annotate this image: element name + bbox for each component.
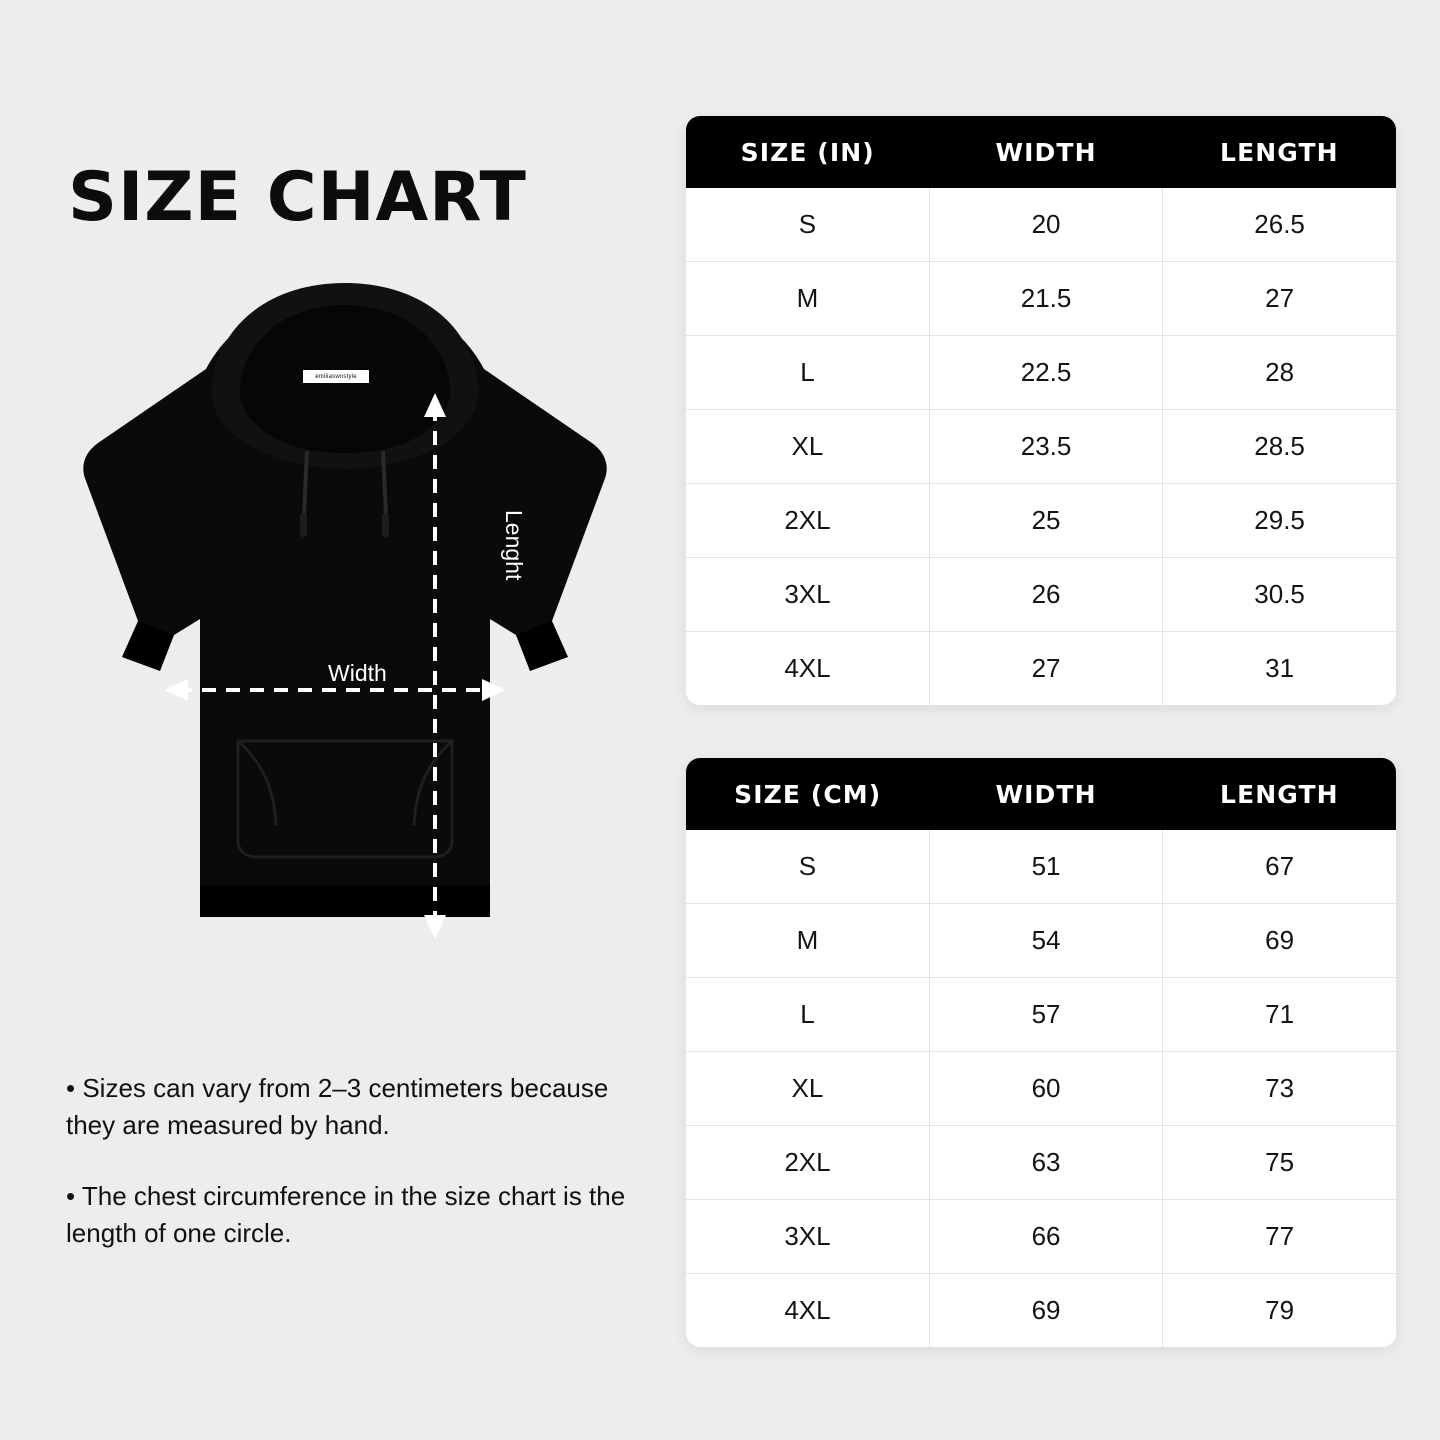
width-label: Width — [328, 660, 387, 686]
cell-size: L — [686, 978, 929, 1052]
table-row — [686, 1200, 1396, 1274]
cell-width: 66 — [929, 1200, 1162, 1274]
length-label: Lenght — [501, 510, 527, 581]
table — [686, 758, 1396, 1347]
column-header-size: SIZE (IN) — [686, 116, 929, 188]
cell-width: 23.5 — [929, 410, 1162, 484]
cell-length: 77 — [1163, 1200, 1396, 1274]
cell-length: 75 — [1163, 1126, 1396, 1200]
note-item: • The chest circumference in the size chart is the length of one circle. — [66, 1180, 626, 1248]
cell-size: L — [686, 336, 929, 410]
table-body — [686, 830, 1396, 1347]
cell-size: 3XL — [686, 1200, 929, 1274]
cell-length: 30.5 — [1163, 558, 1396, 632]
cell-size: 2XL — [686, 484, 929, 558]
table-header-row — [686, 116, 1396, 188]
cell-size: S — [686, 830, 929, 904]
cell-length: 67 — [1163, 830, 1396, 904]
cell-size: M — [686, 904, 929, 978]
cell-size: 4XL — [686, 632, 929, 706]
table-row — [686, 484, 1396, 558]
cell-length: 79 — [1163, 1274, 1396, 1348]
table-body — [686, 188, 1396, 705]
cell-width: 57 — [929, 978, 1162, 1052]
table-head — [686, 116, 1396, 188]
cell-length: 27 — [1163, 262, 1396, 336]
column-header-width: WIDTH — [929, 758, 1162, 830]
table-row — [686, 1274, 1396, 1348]
cell-width: 54 — [929, 904, 1162, 978]
table-row — [686, 632, 1396, 706]
table-row — [686, 410, 1396, 484]
note-item: • Sizes can vary from 2–3 centimeters because they are measured by hand. — [66, 1073, 609, 1140]
cell-length: 28 — [1163, 336, 1396, 410]
page-title: SIZE CHART — [68, 158, 527, 237]
cell-width: 26 — [929, 558, 1162, 632]
cell-length: 26.5 — [1163, 188, 1396, 262]
column-header-length: LENGTH — [1163, 758, 1396, 830]
table-row — [686, 188, 1396, 262]
column-header-size: SIZE (CM) — [686, 758, 929, 830]
cell-size: S — [686, 188, 929, 262]
cell-width: 60 — [929, 1052, 1162, 1126]
size-table-inches — [686, 116, 1396, 705]
table-header-row — [686, 758, 1396, 830]
cell-length: 71 — [1163, 978, 1396, 1052]
table-row — [686, 978, 1396, 1052]
table-row — [686, 830, 1396, 904]
table-row — [686, 262, 1396, 336]
column-header-length: LENGTH — [1163, 116, 1396, 188]
cell-width: 22.5 — [929, 336, 1162, 410]
cell-size: M — [686, 262, 929, 336]
cell-width: 25 — [929, 484, 1162, 558]
size-table-centimeters — [686, 758, 1396, 1347]
cell-size: 3XL — [686, 558, 929, 632]
notes-block — [66, 1070, 646, 1286]
table-row — [686, 558, 1396, 632]
cell-length: 31 — [1163, 632, 1396, 706]
table-row — [686, 336, 1396, 410]
cell-width: 27 — [929, 632, 1162, 706]
column-header-width: WIDTH — [929, 116, 1162, 188]
table-head — [686, 758, 1396, 830]
cell-width: 51 — [929, 830, 1162, 904]
cell-size: XL — [686, 410, 929, 484]
hoodie-illustration — [60, 265, 630, 965]
cell-width: 63 — [929, 1126, 1162, 1200]
cell-size: 2XL — [686, 1126, 929, 1200]
cell-length: 73 — [1163, 1052, 1396, 1126]
table-row — [686, 1126, 1396, 1200]
cell-width: 20 — [929, 188, 1162, 262]
table-row — [686, 1052, 1396, 1126]
cell-size: XL — [686, 1052, 929, 1126]
cell-width: 21.5 — [929, 262, 1162, 336]
cell-width: 69 — [929, 1274, 1162, 1348]
brand-tag: emiliaswnstyle — [303, 370, 369, 383]
table — [686, 116, 1396, 705]
left-panel — [0, 0, 660, 1440]
table-row — [686, 904, 1396, 978]
cell-length: 28.5 — [1163, 410, 1396, 484]
cell-length: 29.5 — [1163, 484, 1396, 558]
cell-size: 4XL — [686, 1274, 929, 1348]
cell-length: 69 — [1163, 904, 1396, 978]
